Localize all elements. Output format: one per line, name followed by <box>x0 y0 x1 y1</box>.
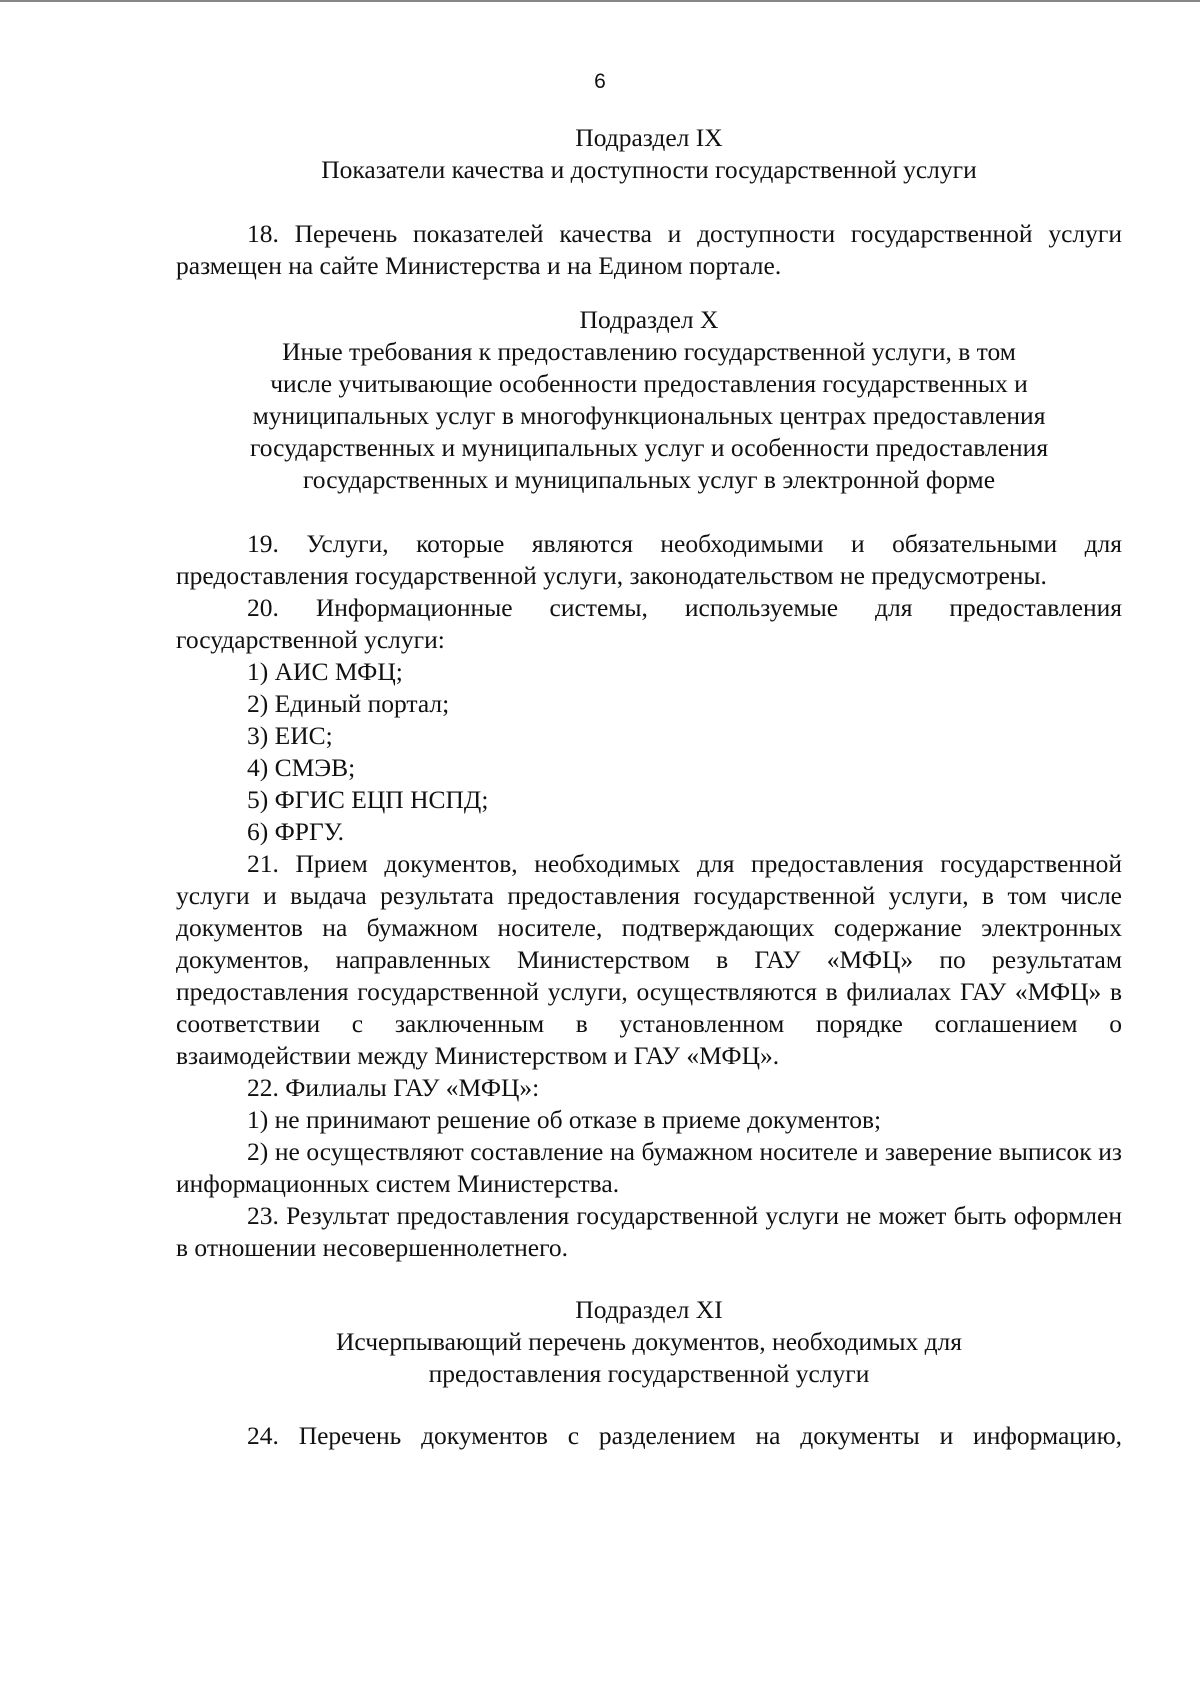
section-x-subtitle-line: Иные требования к предоставлению государственной услуги, в том <box>282 337 1016 366</box>
section-x-subtitle-line: государственных и муниципальных услуг и особенности предоставления <box>249 433 1049 462</box>
section-xi-heading <box>176 1294 1122 1390</box>
section-xi-subtitle-line: предоставления государственной услуги <box>428 1359 870 1388</box>
section-x-subtitle-line: числе учитывающие особенности предоставления государственных и <box>270 369 1028 398</box>
list-item: 1) АИС МФЦ; <box>247 657 403 686</box>
list-item: 3) ЕИС; <box>247 721 333 750</box>
paragraph-24: 24. Перечень документов с разделением на документы и информацию, <box>247 1421 1122 1450</box>
page-number: 6 <box>594 70 606 93</box>
section-x-title: Подраздел X <box>579 305 719 334</box>
document-body <box>176 122 1122 1452</box>
paragraph-20: 20. Информационные системы, используемые для предоставления государственной услуги: <box>176 593 1122 654</box>
list-item: 2) не осуществляют составление на бумажном носителе и заверение выписок из информационных систем Министерства. <box>176 1137 1122 1198</box>
paragraph-19: 19. Услуги, которые являются необходимыми и обязательными для предоставления государственной услуги, законодательством не предусмотрены. <box>176 529 1122 590</box>
paragraph-22: 22. Филиалы ГАУ «МФЦ»: <box>247 1073 540 1102</box>
section-xi-subtitle-line: Исчерпывающий перечень документов, необходимых для <box>335 1327 963 1356</box>
section-x-subtitle-line: государственных и муниципальных услуг в электронной форме <box>302 465 996 494</box>
section-ix-title: Подраздел IX <box>575 123 723 152</box>
section-xi-title: Подраздел XI <box>575 1295 723 1324</box>
section-ix-heading <box>176 122 1122 186</box>
list-item: 2) Единый портал; <box>247 689 450 718</box>
list-item: 6) ФРГУ. <box>247 817 344 846</box>
list-item: 5) ФГИС ЕЦП НСПД; <box>247 785 489 814</box>
section-x-subtitle-line: муниципальных услуг в многофункциональных центрах предоставления <box>252 401 1046 430</box>
paragraph-23: 23. Результат предоставления государственной услуги не может быть оформлен в отношении несовершеннолетнего. <box>176 1201 1122 1262</box>
scan-edge <box>0 0 1200 6</box>
paragraph-18: 18. Перечень показателей качества и доступности государственной услуги размещен на сайте Министерства и на Едином портале. <box>176 219 1122 280</box>
list-item: 1) не принимают решение об отказе в приеме документов; <box>247 1105 882 1134</box>
list-item: 4) СМЭВ; <box>247 753 356 782</box>
paragraph-21: 21. Прием документов, необходимых для предоставления государственной услуги и выдача результата предоставления государственной услуги, в том числе документов на бумажном носителе, подтверждающих содержание электронных документов, направленных Министерством в ГАУ «МФЦ» по результатам предоставления государственной услуги, осуществляются в филиалах ГАУ «МФЦ» в соответствии с заключенным в установленном порядке соглашением о взаимодействии между Министерством и ГАУ «МФЦ». <box>176 849 1122 1070</box>
section-x-heading <box>176 304 1122 496</box>
section-ix-subtitle: Показатели качества и доступности государственной услуги <box>321 155 977 184</box>
